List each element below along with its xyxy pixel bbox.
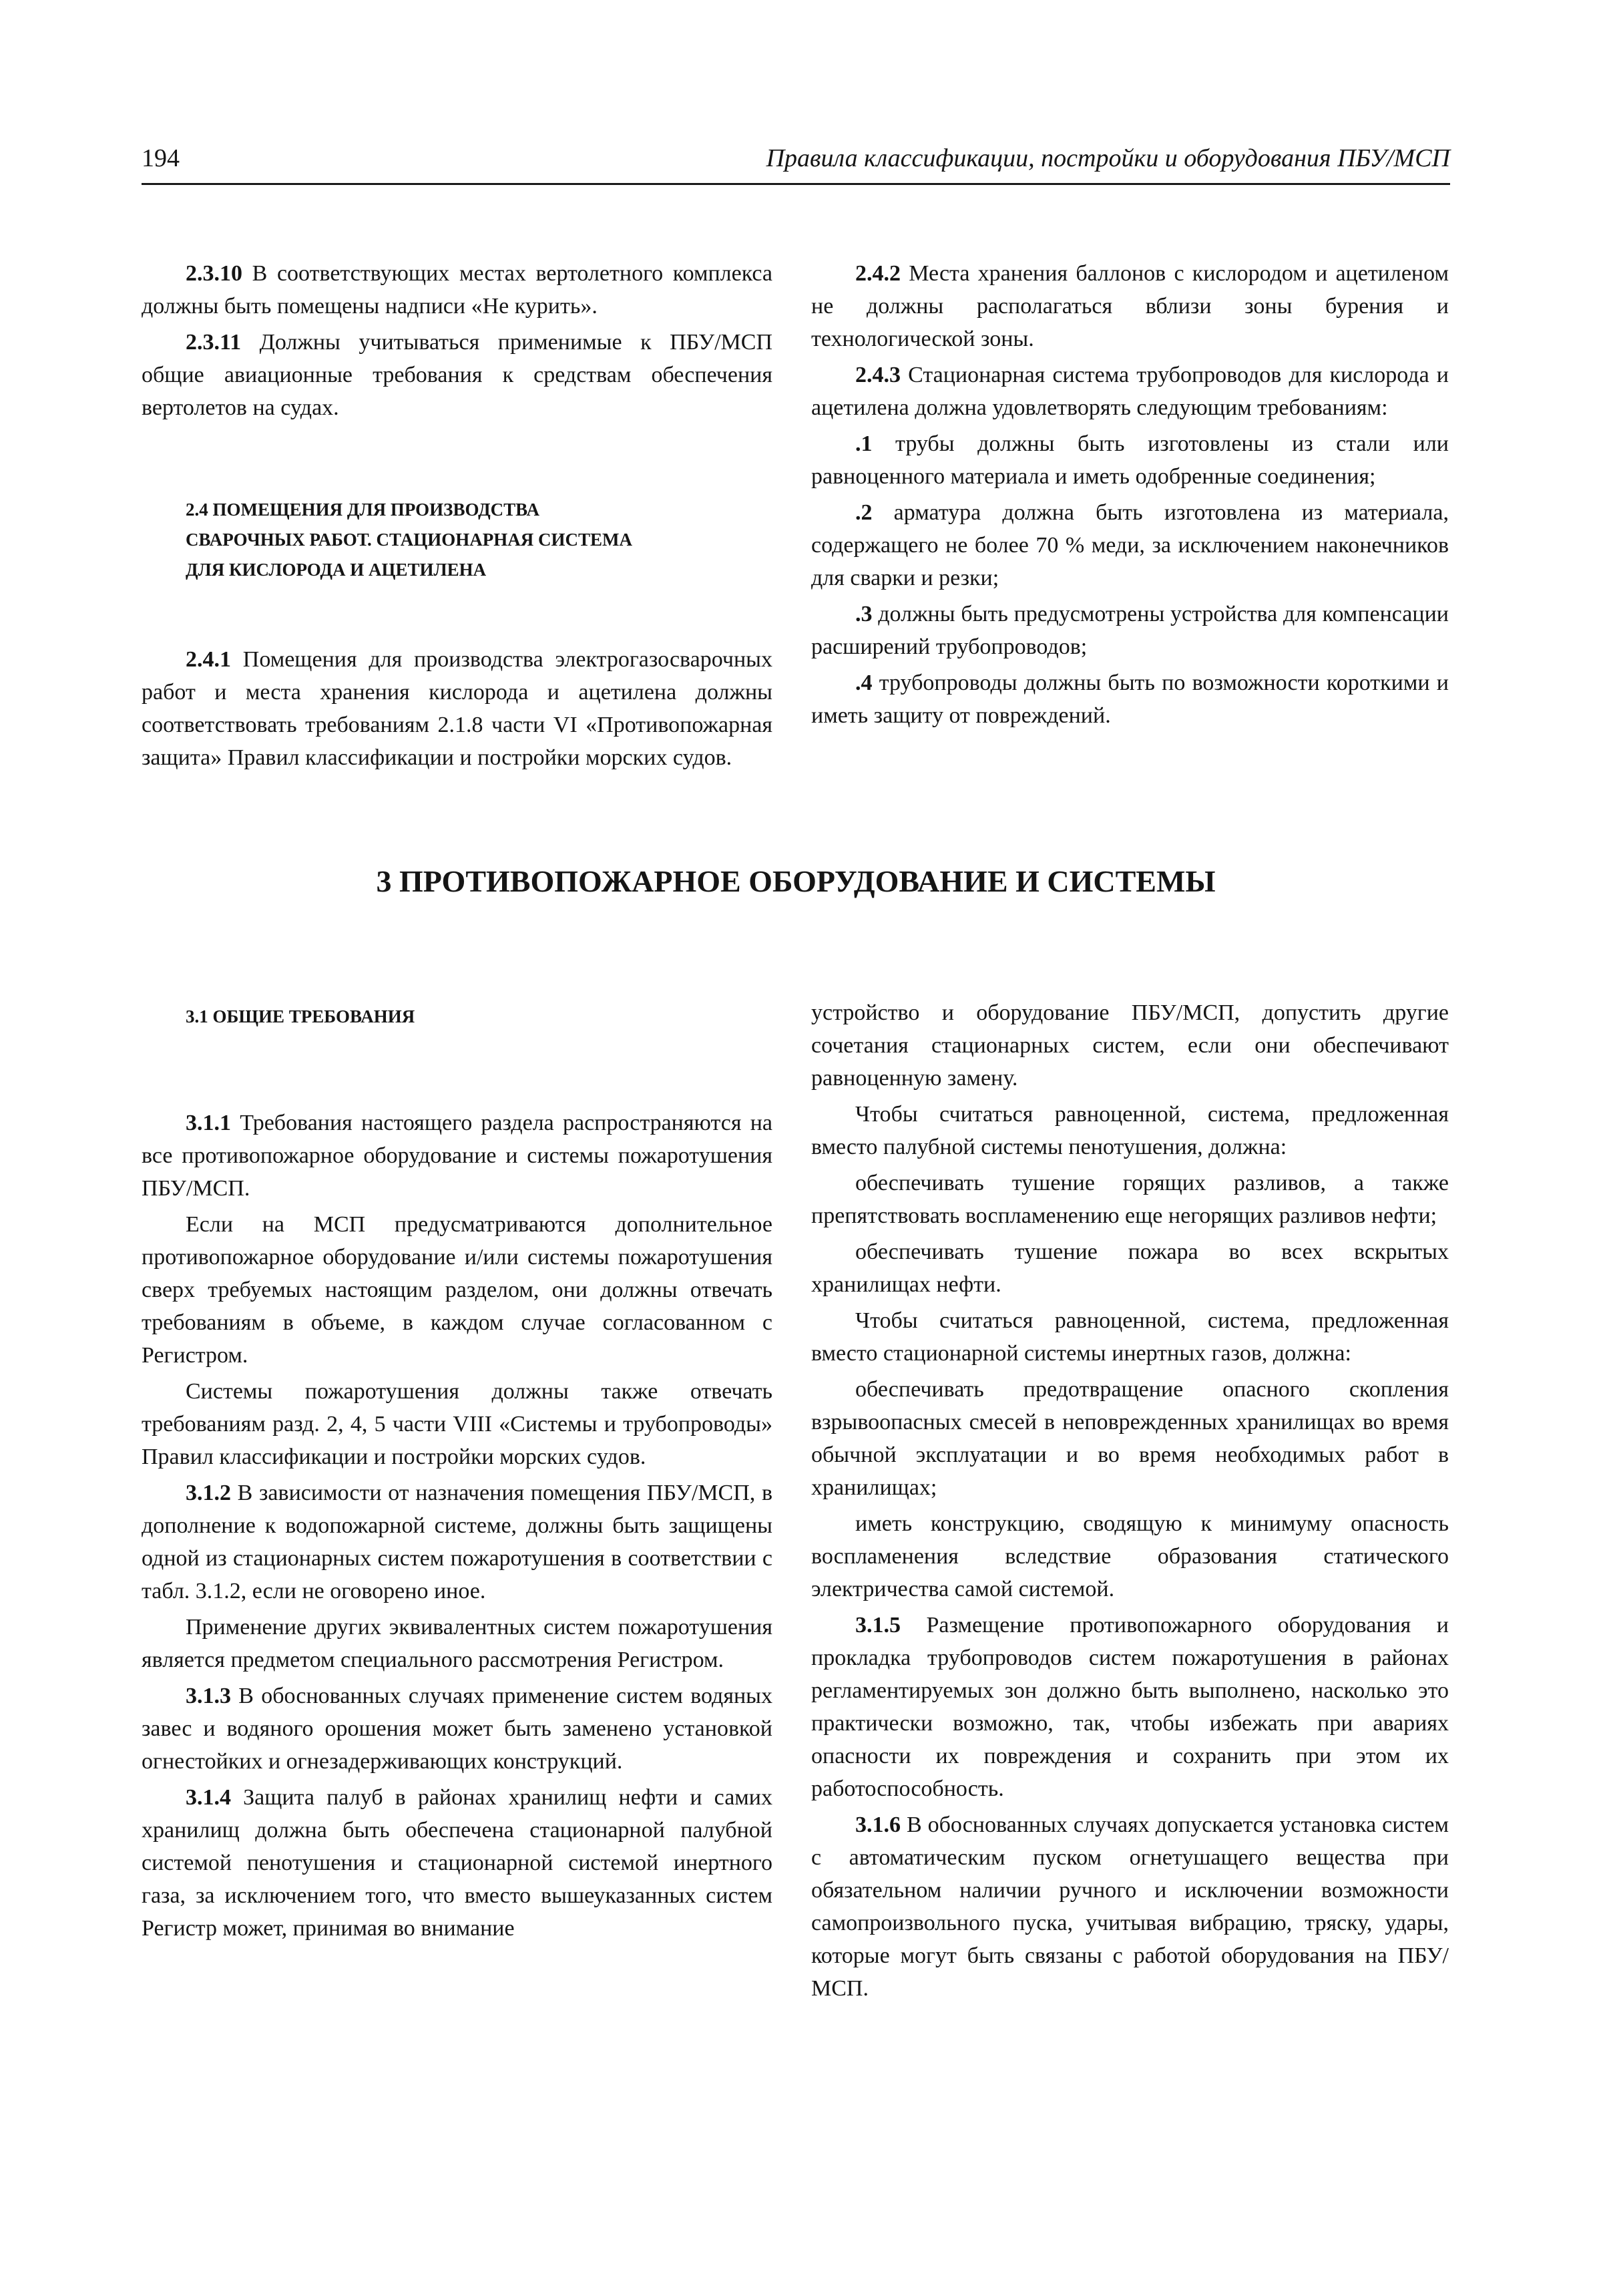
paragraph-3-1-1: 3.1.1 Требования настоящего раздела распространяются на все противопожарное оборудование и системы пожаротушения ПБУ/МСП. bbox=[142, 1111, 772, 1201]
paragraph-3-1-6: 3.1.6 В обоснованных случаях допускается установка систем с автоматическим пуском огнетушащего вещества при обязательном наличии ручного и исключении возможности самопроизвольного пуска, учитывая вибрацию, тряску, удары, которые могут быть связаны с работой оборудования на ПБУ/МСП. bbox=[811, 1812, 1449, 2001]
list-item-4: .4 трубопроводы должны быть по возможности короткими и иметь защиту от повреждений. bbox=[811, 671, 1449, 728]
paragraph-3-1-1-b: Если на МСП предусматриваются дополнительное противопожарное оборудование и/или системы пожаротушения сверх требуемых настоящим разделом, они должны отвечать требованиям в объеме, в каждом случае согласованном с Регистром. bbox=[142, 1212, 772, 1368]
section-heading-2-4: 2.4 ПОМЕЩЕНИЯ ДЛЯ ПРОИЗВОДСТВА СВАРОЧНЫХ РАБОТ. СТАЦИОНАРНАЯ СИСТЕМА ДЛЯ КИСЛОРОДА И АЦЕТИЛЕНА bbox=[186, 500, 632, 580]
list-item-2: .2 арматура должна быть изготовлена из материала, содержащего не более 70 % меди, за исключением наконечников для сварки и резки; bbox=[811, 500, 1449, 590]
top-right-column bbox=[811, 257, 1449, 735]
bottom-right-column bbox=[811, 996, 1449, 2008]
running-header bbox=[142, 142, 1450, 185]
chapter-title: 3 ПРОТИВОПОЖАРНОЕ ОБОРУДОВАНИЕ И СИСТЕМЫ bbox=[376, 864, 1216, 898]
paragraph-3-1-3: 3.1.3 В обоснованных случаях применение систем водяных завес и водяного орошения может быть заменено установкой огнестойких и огнезадерживающих конструкций. bbox=[142, 1684, 772, 1774]
section-heading-3-1: 3.1 ОБЩИЕ ТРЕБОВАНИЯ bbox=[186, 1006, 415, 1026]
paragraph-2-3-11: 2.3.11 Должны учитываться применимые к ПБУ/МСП общие авиационные требования к средствам обеспечения вертолетов на судах. bbox=[142, 330, 772, 420]
paragraph-inert-req-2: иметь конструкцию, сводящую к минимуму опасность воспламенения вследствие образования статического электричества самой системой. bbox=[811, 1511, 1449, 1601]
paragraph-inert-equivalent: Чтобы считаться равноценной, система, предложенная вместо стационарной системы инертных газов, должна: bbox=[811, 1308, 1449, 1366]
paragraph-3-1-5: 3.1.5 Размещение противопожарного оборудования и прокладка трубопроводов систем пожаротушения в районах регламентируемых зон должно быть выполнено, насколько это практически возможно, так, чтобы избежать при авариях опасности их повреждения и сохранить при этом их работоспособность. bbox=[811, 1613, 1449, 1801]
paragraph-continuation: устройство и оборудование ПБУ/МСП, допустить другие сочетания стационарных систем, если они обеспечивают равноценную замену. bbox=[811, 1000, 1449, 1091]
paragraph-2-4-3: 2.4.3 Стационарная система трубопроводов для кислорода и ацетилена должна удовлетворять следующим требованиям: bbox=[811, 363, 1449, 420]
running-title: Правила классификации, постройки и оборудования ПБУ/МСП bbox=[766, 144, 1450, 172]
paragraph-inert-req-1: обеспечивать предотвращение опасного скопления взрывоопасных смесей в неповрежденных хранилищах во время обычной эксплуатации и во время необходимых работ в хранилищах; bbox=[811, 1377, 1449, 1500]
paragraph-foam-req-2: обеспечивать тушение пожара во всех вскрытых хранилищах нефти. bbox=[811, 1239, 1449, 1297]
paragraph-3-1-2-b: Применение других эквивалентных систем пожаротушения является предметом специального рассмотрения Регистром. bbox=[142, 1615, 772, 1672]
page-number: 194 bbox=[142, 144, 180, 172]
paragraph-foam-req-1: обеспечивать тушение горящих разливов, а также препятствовать воспламенению еще негорящих разливов нефти; bbox=[811, 1171, 1449, 1228]
bottom-left-column bbox=[142, 996, 772, 1948]
top-left-column bbox=[142, 257, 772, 777]
paragraph-3-1-1-c: Системы пожаротушения должны также отвечать требованиям разд. 2, 4, 5 части VIII «Системы и трубопроводы» Правил классификации и постройки морских судов. bbox=[142, 1379, 772, 1469]
paragraph-2-3-10: 2.3.10 В соответствующих местах вертолетного комплекса должны быть помещены надписи «Не курить». bbox=[142, 261, 772, 319]
paragraph-foam-equivalent: Чтобы считаться равноценной, система, предложенная вместо палубной системы пенотушения, должна: bbox=[811, 1102, 1449, 1159]
paragraph-2-4-2: 2.4.2 Места хранения баллонов с кислородом и ацетиленом не должны располагаться вблизи зоны бурения и технологической зоны. bbox=[811, 261, 1449, 351]
paragraph-3-1-2: 3.1.2 В зависимости от назначения помещения ПБУ/МСП, в дополнение к водопожарной системе, должны быть защищены одной из стационарных систем пожаротушения в соответствии с табл. 3.1.2, если не оговорено иное. bbox=[142, 1481, 772, 1603]
list-item-3: .3 должны быть предусмотрены устройства для компенсации расширений трубопроводов; bbox=[811, 602, 1449, 659]
paragraph-2-4-1: 2.4.1 Помещения для производства электрогазосварочных работ и места хранения кислорода и ацетилена должны соответствовать требованиям 2.1.8 части VI «Противопожарная защита» Правил классификации и постройки морских судов. bbox=[142, 647, 772, 770]
list-item-1: .1 трубы должны быть изготовлены из стали или равноценного материала и иметь одобренные соединения; bbox=[811, 431, 1449, 489]
paragraph-3-1-4: 3.1.4 Защита палуб в районах хранилищ нефти и самих хранилищ должна быть обеспечена стационарной палубной системой пенотушения и стационарной системой инертного газа, за исключением того, что вместо вышеуказанных систем Регистр может, принимая во внимание bbox=[142, 1785, 772, 1941]
